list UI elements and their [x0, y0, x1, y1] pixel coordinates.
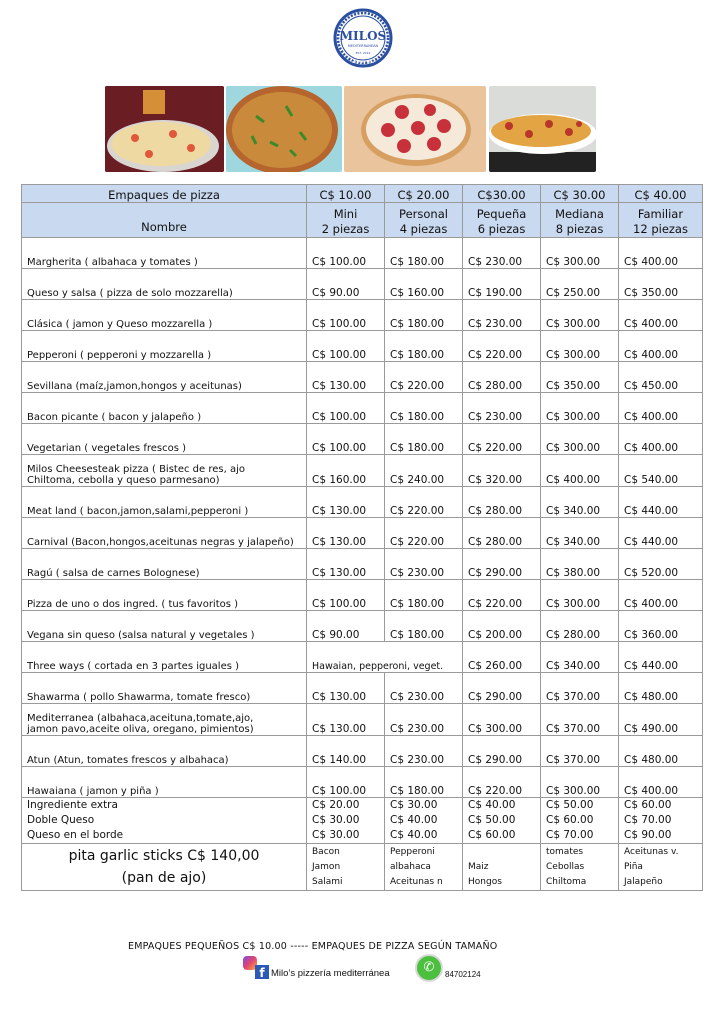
price-cell: C$ 450.00	[619, 362, 703, 393]
pepperoni-pizza-plate-photo	[489, 86, 596, 172]
extra-price: C$ 30.00	[312, 829, 360, 841]
price-cell: C$ 490.00	[619, 704, 703, 736]
price-cell: C$ 300.00	[541, 238, 619, 269]
price-cell: C$ 130.00	[307, 362, 385, 393]
pizza-name: Pepperoni ( pepperoni y mozzarella )	[22, 331, 307, 362]
name-column-header: Nombre	[22, 203, 307, 238]
price-cell: C$ 140.00	[307, 736, 385, 767]
pizza-row	[22, 580, 703, 611]
phone-number: 84702124	[445, 970, 481, 979]
price-cell: C$ 230.00	[385, 704, 463, 736]
price-cell: C$ 130.00	[307, 518, 385, 549]
price-cell: C$ 100.00	[307, 393, 385, 424]
ingredient-list: Pepperoni albahaca Aceitunas n	[385, 844, 463, 891]
price-cell: C$ 100.00	[307, 300, 385, 331]
size-pieces: 2 piezas	[321, 222, 370, 236]
size-name: Familiar	[637, 207, 684, 221]
pizza-name: Three ways ( cortada en 3 partes iguales )	[22, 642, 307, 673]
extra-price: C$ 50.00	[468, 814, 516, 826]
size-pieces: 8 piezas	[555, 222, 604, 236]
pizza-row	[22, 673, 703, 704]
extras-prices	[619, 798, 703, 844]
price-cell: C$ 300.00	[541, 767, 619, 798]
pizza-row	[22, 487, 703, 518]
pizza-row	[22, 362, 703, 393]
packaging-label: Empaques de pizza	[22, 185, 307, 203]
extra-price: C$ 70.00	[624, 814, 672, 826]
price-cell: C$ 230.00	[463, 238, 541, 269]
price-cell: C$ 250.00	[541, 269, 619, 300]
price-cell: C$ 100.00	[307, 238, 385, 269]
price-cell: C$ 220.00	[385, 362, 463, 393]
pizza-name: Milos Cheesesteak pizza ( Bistec de res, ajo Chiltoma, cebolla y queso parmesano)	[22, 455, 307, 487]
pizza-name: Mediterranea (albahaca,aceituna,tomate,ajo, jamon pavo,aceite oliva, oregano, pimientos)	[22, 704, 307, 736]
packaging-price: C$30.00	[463, 185, 541, 203]
margherita-pizza-photo	[105, 86, 224, 172]
price-cell: C$ 290.00	[463, 736, 541, 767]
pizza-name: Margherita ( albahaca y tomates )	[22, 238, 307, 269]
price-cell: C$ 440.00	[619, 642, 703, 673]
price-cell: C$ 180.00	[385, 300, 463, 331]
svg-text:PIZZERIA · BAR: PIZZERIA · BAR	[351, 60, 375, 64]
pizza-row	[22, 300, 703, 331]
price-cell: C$ 540.00	[619, 455, 703, 487]
pizza-name: Meat land ( bacon,jamon,salami,pepperoni )	[22, 487, 307, 518]
pizza-rows	[22, 238, 703, 798]
price-cell: C$ 280.00	[541, 611, 619, 642]
price-cell: C$ 340.00	[541, 518, 619, 549]
price-cell: C$ 180.00	[385, 767, 463, 798]
price-cell: C$ 400.00	[619, 424, 703, 455]
price-cell: C$ 350.00	[619, 269, 703, 300]
pizza-name: Vegana sin queso (salsa natural y vegetales )	[22, 611, 307, 642]
price-cell: C$ 240.00	[385, 455, 463, 487]
extra-label: Queso en el borde	[27, 829, 124, 841]
milos-logo	[333, 2, 393, 76]
price-cell: C$ 300.00	[541, 331, 619, 362]
extra-price: C$ 40.00	[468, 799, 516, 811]
pizza-price-table	[21, 184, 703, 891]
size-pieces: 4 piezas	[399, 222, 448, 236]
pepperoni-pizza-photo	[344, 86, 486, 172]
whatsapp-icon: ✆	[415, 954, 443, 982]
price-cell: C$ 180.00	[385, 580, 463, 611]
vegetable-pizza-photo	[226, 86, 342, 172]
ingredient-list: Maiz Hongos	[463, 844, 541, 891]
pizza-row	[22, 549, 703, 580]
extras-row	[22, 798, 703, 844]
pizza-name: Shawarma ( pollo Shawarma, tomate fresco)	[22, 673, 307, 704]
price-cell: C$ 90.00	[307, 611, 385, 642]
price-cell: C$ 200.00	[463, 611, 541, 642]
price-cell: C$ 230.00	[385, 736, 463, 767]
price-cell: C$ 300.00	[541, 424, 619, 455]
price-cell: C$ 230.00	[463, 393, 541, 424]
garlic-sticks-subtitle: (pan de ajo)	[121, 870, 207, 886]
size-name: Mini	[333, 207, 358, 221]
pizza-row	[22, 704, 703, 736]
extras-prices	[541, 798, 619, 844]
price-cell: C$ 370.00	[541, 673, 619, 704]
pizza-row	[22, 424, 703, 455]
price-cell: C$ 290.00	[463, 673, 541, 704]
pizza-name: Sevillana (maíz,jamon,hongos y aceitunas)	[22, 362, 307, 393]
price-cell: C$ 90.00	[307, 269, 385, 300]
price-cell: C$ 220.00	[385, 487, 463, 518]
svg-text:MILOS: MILOS	[339, 29, 387, 43]
packaging-note: EMPAQUES PEQUEÑOS C$ 10.00 ----- EMPAQUES DE PIZZA SEGÚN TAMAÑO	[128, 941, 498, 952]
extra-label: Ingrediente extra	[27, 799, 118, 811]
extra-label: Doble Queso	[27, 814, 95, 826]
extras-prices	[463, 798, 541, 844]
facebook-icon: f	[255, 965, 269, 979]
ingredient-list: Bacon Jamon Salami	[307, 844, 385, 891]
price-cell: C$ 180.00	[385, 238, 463, 269]
price-cell: C$ 260.00	[463, 642, 541, 673]
garlic-sticks-row	[22, 844, 703, 891]
pizza-name: Clásica ( jamon y Queso mozzarella )	[22, 300, 307, 331]
price-cell: C$ 300.00	[541, 580, 619, 611]
price-cell: C$ 220.00	[385, 518, 463, 549]
contact-bar	[243, 956, 503, 982]
pizza-row	[22, 455, 703, 487]
pizza-name: Atun (Atun, tomates frescos y albahaca)	[22, 736, 307, 767]
extras-labels	[22, 798, 307, 844]
social-page-name: Milo’s pizzería mediterránea	[271, 968, 390, 979]
price-cell: C$ 480.00	[619, 736, 703, 767]
price-cell: C$ 400.00	[619, 580, 703, 611]
price-cell: C$ 280.00	[463, 362, 541, 393]
size-name: Mediana	[555, 207, 604, 221]
pizza-name: Vegetarian ( vegetales frescos )	[22, 424, 307, 455]
price-cell: C$ 380.00	[541, 549, 619, 580]
svg-text:EST. 2019: EST. 2019	[355, 51, 371, 55]
price-cell: C$ 100.00	[307, 331, 385, 362]
three-ways-flavors: Hawaian, pepperoni, veget.	[307, 642, 463, 673]
price-cell: C$ 400.00	[541, 455, 619, 487]
extra-price: C$ 50.00	[546, 799, 594, 811]
pizza-row	[22, 518, 703, 549]
pizza-name: Carnival (Bacon,hongos,aceitunas negras y jalapeño)	[22, 518, 307, 549]
pizza-row	[22, 238, 703, 269]
price-cell: C$ 370.00	[541, 736, 619, 767]
size-header	[541, 203, 619, 238]
extra-price: C$ 40.00	[390, 814, 438, 826]
extra-price: C$ 40.00	[390, 829, 438, 841]
size-pieces: 6 piezas	[477, 222, 526, 236]
price-cell: C$ 130.00	[307, 704, 385, 736]
price-cell: C$ 400.00	[619, 300, 703, 331]
price-cell: C$ 400.00	[619, 393, 703, 424]
price-cell: C$ 230.00	[385, 673, 463, 704]
size-header	[463, 203, 541, 238]
price-cell: C$ 400.00	[619, 238, 703, 269]
price-cell: C$ 190.00	[463, 269, 541, 300]
packaging-price: C$ 20.00	[385, 185, 463, 203]
price-cell: C$ 340.00	[541, 487, 619, 518]
price-cell: C$ 300.00	[541, 393, 619, 424]
price-cell: C$ 290.00	[463, 549, 541, 580]
pizza-row	[22, 736, 703, 767]
size-name: Pequeña	[476, 207, 527, 221]
ingredient-list: Aceitunas v. Piña Jalapeño	[619, 844, 703, 891]
price-cell: C$ 100.00	[307, 767, 385, 798]
price-cell: C$ 220.00	[463, 767, 541, 798]
packaging-price-row	[22, 185, 703, 203]
price-cell: C$ 100.00	[307, 424, 385, 455]
price-cell: C$ 440.00	[619, 487, 703, 518]
price-cell: C$ 130.00	[307, 487, 385, 518]
price-cell: C$ 350.00	[541, 362, 619, 393]
extra-price: C$ 30.00	[390, 799, 438, 811]
extra-price: C$ 90.00	[624, 829, 672, 841]
price-cell: C$ 400.00	[619, 767, 703, 798]
extras-prices	[385, 798, 463, 844]
price-cell: C$ 520.00	[619, 549, 703, 580]
size-name: Personal	[399, 207, 448, 221]
pizza-row	[22, 331, 703, 362]
price-cell: C$ 180.00	[385, 393, 463, 424]
pizza-name: Hawaiana ( jamon y piña )	[22, 767, 307, 798]
price-cell: C$ 360.00	[619, 611, 703, 642]
extras-prices	[307, 798, 385, 844]
price-cell: C$ 160.00	[307, 455, 385, 487]
garlic-sticks-label	[22, 844, 307, 891]
pizza-row	[22, 269, 703, 300]
price-cell: C$ 230.00	[463, 300, 541, 331]
price-cell: C$ 180.00	[385, 424, 463, 455]
ingredient-list: tomates Cebollas Chiltoma	[541, 844, 619, 891]
packaging-price: C$ 40.00	[619, 185, 703, 203]
extra-price: C$ 60.00	[624, 799, 672, 811]
price-cell: C$ 180.00	[385, 611, 463, 642]
size-header-row	[22, 203, 703, 238]
pizza-name: Ragú ( salsa de carnes Bolognese)	[22, 549, 307, 580]
price-cell: C$ 180.00	[385, 331, 463, 362]
pizza-row	[22, 642, 703, 673]
price-cell: C$ 100.00	[307, 580, 385, 611]
pizza-row	[22, 767, 703, 798]
price-cell: C$ 440.00	[619, 518, 703, 549]
packaging-price: C$ 10.00	[307, 185, 385, 203]
pizza-row	[22, 611, 703, 642]
extra-price: C$ 70.00	[546, 829, 594, 841]
price-cell: C$ 300.00	[541, 300, 619, 331]
pizza-name: Bacon picante ( bacon y jalapeño )	[22, 393, 307, 424]
price-cell: C$ 220.00	[463, 331, 541, 362]
garlic-sticks-title: pita garlic sticks C$ 140,00	[68, 848, 260, 864]
packaging-price: C$ 30.00	[541, 185, 619, 203]
price-cell: C$ 230.00	[385, 549, 463, 580]
extra-price: C$ 60.00	[468, 829, 516, 841]
extra-price: C$ 20.00	[312, 799, 360, 811]
price-cell: C$ 300.00	[463, 704, 541, 736]
size-header	[385, 203, 463, 238]
extra-price: C$ 60.00	[546, 814, 594, 826]
price-cell: C$ 400.00	[619, 331, 703, 362]
price-cell: C$ 160.00	[385, 269, 463, 300]
pizza-name: Pizza de uno o dos ingred. ( tus favoritos )	[22, 580, 307, 611]
price-cell: C$ 370.00	[541, 704, 619, 736]
price-cell: C$ 320.00	[463, 455, 541, 487]
price-cell: C$ 220.00	[463, 424, 541, 455]
size-pieces: 12 piezas	[633, 222, 688, 236]
price-cell: C$ 480.00	[619, 673, 703, 704]
pizza-row	[22, 393, 703, 424]
extra-price: C$ 30.00	[312, 814, 360, 826]
size-header	[307, 203, 385, 238]
svg-text:MEDITERRANEAN: MEDITERRANEAN	[347, 44, 379, 48]
pizza-name: Queso y salsa ( pizza de solo mozzarella)	[22, 269, 307, 300]
price-cell: C$ 280.00	[463, 518, 541, 549]
price-cell: C$ 340.00	[541, 642, 619, 673]
price-cell: C$ 130.00	[307, 549, 385, 580]
price-cell: C$ 280.00	[463, 487, 541, 518]
price-cell: C$ 130.00	[307, 673, 385, 704]
size-header	[619, 203, 703, 238]
price-cell: C$ 220.00	[463, 580, 541, 611]
